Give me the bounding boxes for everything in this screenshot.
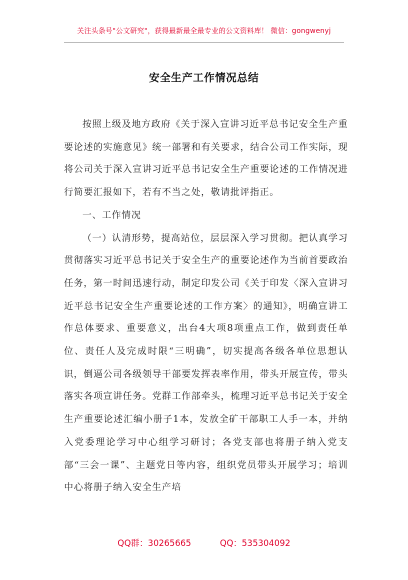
page-title: 安全生产工作情况总结 [149, 72, 259, 84]
document-body [64, 114, 348, 500]
footer-qq: QQ：535304092 [219, 539, 291, 549]
footer-qq-group: QQ群：30265665 [117, 539, 192, 549]
footer-contact [0, 537, 408, 549]
intro-paragraph: 按照上级及地方政府《关于深入宣讲习近平总书记安全生产重要论述的实施意见》统一部署和有关要求，结合公司工作实际，现将公司关于深入宣讲习近平总书记安全生产重要论述的工作情况进行简要汇报如下，若有不当之处，敬请批评指正。 [64, 119, 348, 199]
body-paragraph: （一）认清形势，提高站位，层层深入学习贯彻。把认真学习贯彻落实习近平总书记关于安全生产的重要论述作为当前首要政治任务，第一时间迅速行动，制定印发公司《关于印发〈深入宣讲习近平总书记安全生产重要论述的工作方案〉的通知》，明确宣讲工作总体要求、重要意义，出台4大项8项重点工作，做到责任单位、责任人及完成时限“三明确”，切实提高各级各单位思想认识，倒逼公司各级领导干部要发挥表率作用，带头开展宣传，带头落实各项宣讲任务。党群工作部牵头，梳理习近平总书记关于安全生产重要论述汇编小册子1本，发放全矿干部职工人手一本，并纳入党委理论学习中心组学习研讨；各党支部也将册子纳入党支部“三会一课”、主题党日等内容，组织党员带头开展学习；培训中心将册子纳入安全生产培 [64, 232, 348, 494]
header-divider [64, 42, 344, 43]
section-heading: 一、工作情况 [82, 209, 142, 221]
header-banner: 关注头条号"公文研究"，获得最新最全最专业的公文资料库！ 微信：gongwenyj [77, 27, 331, 35]
